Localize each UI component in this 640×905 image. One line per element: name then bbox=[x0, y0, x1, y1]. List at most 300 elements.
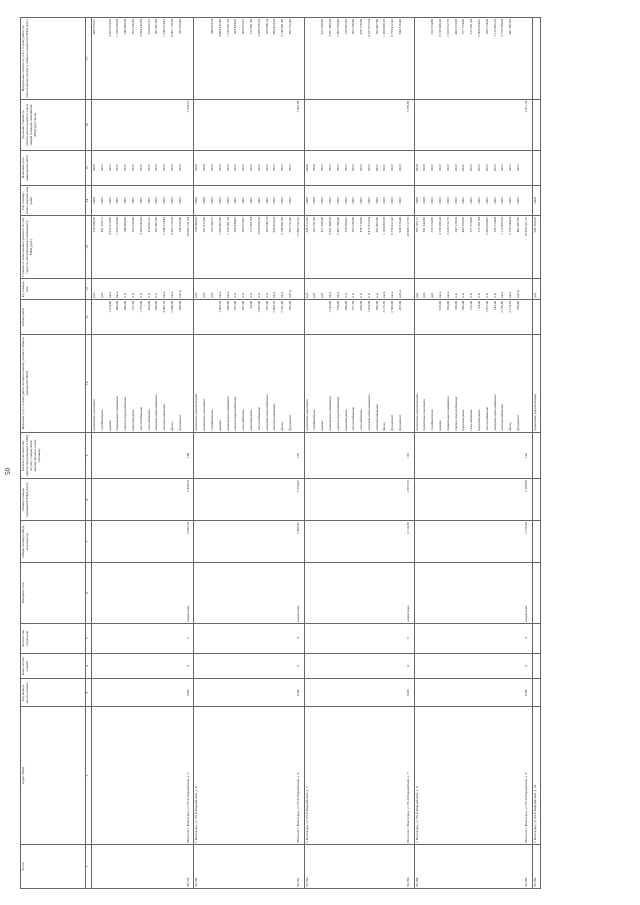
cell-wall bbox=[202, 563, 210, 624]
cell-year bbox=[131, 679, 139, 707]
cell-year bbox=[414, 679, 422, 707]
cell-entr bbox=[123, 623, 131, 653]
cell-area2 bbox=[265, 479, 273, 521]
table-row bbox=[446, 18, 454, 889]
cell-y1: 2020 bbox=[202, 185, 210, 215]
cell-no bbox=[139, 844, 147, 888]
cell-no bbox=[272, 844, 280, 888]
cell-cost: 383 673,81 bbox=[241, 216, 249, 279]
cell-resid bbox=[147, 432, 155, 479]
cell-resid bbox=[131, 432, 139, 479]
cell-max: 268 444,05 bbox=[233, 18, 241, 100]
cell-area bbox=[249, 521, 257, 563]
cell-area bbox=[218, 521, 226, 563]
cell-no bbox=[382, 844, 390, 888]
cell-entr bbox=[414, 623, 422, 653]
cell-year bbox=[312, 679, 320, 707]
cell-floors bbox=[438, 653, 446, 679]
cell-y1: 2022 bbox=[280, 185, 288, 215]
cell-y2: 2022 bbox=[375, 150, 383, 185]
cell-y2: 2022 bbox=[469, 150, 477, 185]
cell-unit: кв.м bbox=[390, 278, 398, 299]
cell-wall bbox=[154, 563, 162, 624]
cell-spec bbox=[390, 99, 398, 150]
cell-work: водоотведение bbox=[131, 334, 139, 432]
cell-y1: 2022 bbox=[162, 185, 170, 215]
cell-year bbox=[430, 679, 438, 707]
table-row bbox=[265, 18, 273, 889]
cell-area bbox=[382, 521, 390, 563]
cell-floors bbox=[344, 653, 352, 679]
cell-cost: 720 000,00 bbox=[194, 216, 202, 279]
cell-floors bbox=[446, 653, 454, 679]
cell-area2 bbox=[257, 479, 265, 521]
table-row bbox=[430, 18, 438, 889]
cell-wall bbox=[430, 563, 438, 624]
cell-wall: кирпичные bbox=[524, 563, 532, 624]
cell-floors bbox=[241, 653, 249, 679]
cell-area bbox=[241, 521, 249, 563]
cell-spec bbox=[131, 99, 139, 150]
cell-year bbox=[139, 679, 147, 707]
cell-entr bbox=[218, 623, 226, 653]
cell-area bbox=[390, 521, 398, 563]
cell-no bbox=[454, 844, 462, 888]
cell-addr bbox=[375, 707, 383, 844]
cell-year bbox=[170, 679, 178, 707]
cell-area bbox=[194, 521, 202, 563]
cell-wall bbox=[477, 563, 485, 624]
cell-floors bbox=[108, 653, 116, 679]
cell-max: 990 424,20 bbox=[272, 18, 280, 100]
cell-y2: 2022 bbox=[516, 150, 524, 185]
cell-year bbox=[210, 679, 218, 707]
cell-addr bbox=[154, 707, 162, 844]
cell-floors bbox=[272, 653, 280, 679]
cell-work: стройконтроль bbox=[430, 334, 438, 432]
cell-y2 bbox=[532, 150, 541, 185]
cell-max bbox=[524, 18, 532, 100]
cell-max: 392 467,80 bbox=[154, 18, 162, 100]
page-number: 50 bbox=[4, 468, 12, 475]
cell-no bbox=[485, 844, 493, 888]
cell-floors bbox=[516, 653, 524, 679]
table-row bbox=[100, 18, 108, 889]
cell-cost: 1 240 314,43 bbox=[162, 216, 170, 279]
cell-y2: 2020 bbox=[312, 150, 320, 185]
cell-cost: 295 181,00 bbox=[312, 216, 320, 279]
cell-addr bbox=[100, 707, 108, 844]
cell-work: электроснабжение bbox=[272, 334, 280, 432]
cell-y2: 2022 bbox=[100, 150, 108, 185]
cell-addr bbox=[516, 707, 524, 844]
cell-spec bbox=[382, 99, 390, 150]
cell-max: 401 087,09 bbox=[508, 18, 516, 100]
cell-unit: кв.м bbox=[500, 278, 508, 299]
cell-year bbox=[344, 679, 352, 707]
cell-addr: Итого по г. Волгоград, ул. 95-й Гвардейской, д. 6 bbox=[296, 707, 304, 844]
cell-wall: кирпичные bbox=[296, 563, 304, 624]
cell-work: горячее водоснабжение bbox=[454, 334, 462, 432]
table-row bbox=[469, 18, 477, 889]
cell-addr bbox=[257, 707, 265, 844]
cell-y1: 2022 bbox=[249, 185, 257, 215]
cell-wall bbox=[516, 563, 524, 624]
column-header: Объем работ bbox=[21, 299, 86, 334]
cell-work: теплоснабжение bbox=[139, 334, 147, 432]
cell-entr bbox=[131, 623, 139, 653]
cell-entr bbox=[461, 623, 469, 653]
cell-unit: п.м bbox=[147, 278, 155, 299]
cell-no bbox=[170, 844, 178, 888]
column-header: Плановая дата завершения работ bbox=[21, 150, 86, 185]
cell-resid bbox=[154, 432, 162, 479]
cell-resid bbox=[430, 432, 438, 479]
cell-addr: г. Волгоград, ул. 95-й Гвардейской, д. 10 bbox=[532, 707, 541, 844]
cell-work: электроснабжение bbox=[375, 334, 383, 432]
cell-area bbox=[344, 521, 352, 563]
table-row bbox=[351, 18, 359, 889]
cell-vol: 267,00 bbox=[398, 299, 406, 334]
cell-addr bbox=[123, 707, 131, 844]
cell-y2: 2022 bbox=[398, 150, 406, 185]
cell-y2: 2020 bbox=[304, 150, 312, 185]
cell-addr: г. Волгоград, ул. 95-й Гвардейской, д. 6 bbox=[194, 707, 202, 844]
cell-work: холодное водоснабжение bbox=[493, 334, 501, 432]
cell-cost: 212 391,84 bbox=[477, 216, 485, 279]
cell-resid: 102 bbox=[296, 432, 304, 479]
cell-year bbox=[154, 679, 162, 707]
cell-max bbox=[422, 18, 430, 100]
cell-entr: 4 bbox=[296, 623, 304, 653]
cell-addr bbox=[493, 707, 501, 844]
cell-no bbox=[162, 844, 170, 888]
cell-year bbox=[477, 679, 485, 707]
cell-no bbox=[202, 844, 210, 888]
cell-y2: 2022 bbox=[249, 150, 257, 185]
cell-resid bbox=[500, 432, 508, 479]
cell-no bbox=[123, 844, 131, 888]
cell-no bbox=[115, 844, 123, 888]
cell-y1: 2022 bbox=[430, 185, 438, 215]
cell-unit: руб. bbox=[414, 278, 422, 299]
cell-spec bbox=[108, 99, 116, 150]
cell-area2 bbox=[115, 479, 123, 521]
cell-resid bbox=[382, 432, 390, 479]
cell-year bbox=[422, 679, 430, 707]
cell-area2 bbox=[154, 479, 162, 521]
cell-year bbox=[390, 679, 398, 707]
cell-floors bbox=[422, 653, 430, 679]
cell-resid bbox=[493, 432, 501, 479]
cell-area2: 2 828,29 bbox=[186, 479, 194, 521]
cell-cost: 268 444,05 bbox=[233, 216, 241, 279]
cell-vol: 145,00 bbox=[493, 299, 501, 334]
cell-resid bbox=[178, 432, 186, 479]
document-sheet bbox=[20, 17, 620, 889]
column-number: 2 bbox=[86, 707, 92, 844]
cell-work bbox=[406, 334, 414, 432]
cell-work: газоснабжение bbox=[147, 334, 155, 432]
cell-year: 1945 bbox=[406, 679, 414, 707]
cell-area: 2 469,32 bbox=[296, 521, 304, 563]
cell-resid bbox=[170, 432, 178, 479]
cell-wall bbox=[382, 563, 390, 624]
cell-y1: 2022 bbox=[131, 185, 139, 215]
cell-area bbox=[438, 521, 446, 563]
cell-area2 bbox=[288, 479, 296, 521]
cell-y1: 2020 bbox=[92, 185, 100, 215]
table-row bbox=[375, 18, 383, 889]
cell-max: 1 520 539,08 bbox=[115, 18, 123, 100]
cell-year bbox=[108, 679, 116, 707]
cell-year bbox=[202, 679, 210, 707]
cell-unit: руб. bbox=[194, 278, 202, 299]
cell-floors bbox=[359, 653, 367, 679]
cell-area bbox=[147, 521, 155, 563]
cell-work: холодное водоснабжение bbox=[265, 334, 273, 432]
column-number: 3 bbox=[86, 679, 92, 707]
cell-floors bbox=[430, 653, 438, 679]
cell-entr bbox=[532, 623, 541, 653]
cell-area2 bbox=[461, 479, 469, 521]
cell-spec bbox=[359, 99, 367, 150]
cell-addr: Итого по г. Волгоград, ул. 95-й Гвардейской, д. 8 bbox=[524, 707, 532, 844]
cell-y2: 2022 bbox=[170, 150, 178, 185]
cell-floors bbox=[414, 653, 422, 679]
cell-max bbox=[304, 18, 312, 100]
cell-cost: 1 465 708,40 bbox=[336, 216, 344, 279]
cell-spec bbox=[257, 99, 265, 150]
cell-entr bbox=[241, 623, 249, 653]
cell-work: фасад bbox=[382, 334, 390, 432]
cell-entr bbox=[375, 623, 383, 653]
cell-floors bbox=[147, 653, 155, 679]
cell-resid bbox=[461, 432, 469, 479]
cell-floors: 4 bbox=[186, 653, 194, 679]
cell-entr bbox=[178, 623, 186, 653]
cell-no bbox=[398, 844, 406, 888]
cell-max: 265 239,80 bbox=[351, 18, 359, 100]
cell-vol: 317,50 bbox=[351, 299, 359, 334]
cell-vol: 913,00 bbox=[438, 299, 446, 334]
cell-entr bbox=[139, 623, 147, 653]
cell-addr bbox=[272, 707, 280, 844]
column-header: Год ввода в эксплу-атацию bbox=[21, 679, 86, 707]
cell-y1: 2022 bbox=[115, 185, 123, 215]
cell-no bbox=[367, 844, 375, 888]
cell-entr bbox=[422, 623, 430, 653]
cell-y2: 2020 bbox=[194, 150, 202, 185]
cell-year: 1946 bbox=[524, 679, 532, 707]
cell-vol bbox=[210, 299, 218, 334]
cell-year bbox=[226, 679, 234, 707]
column-header: Материал стен bbox=[21, 563, 86, 624]
cell-no bbox=[233, 844, 241, 888]
column-header: Ед. измере-ния bbox=[21, 278, 86, 299]
cell-cost: 316 695,95 bbox=[344, 216, 352, 279]
cell-area bbox=[469, 521, 477, 563]
cell-work: подвальные помещения bbox=[328, 334, 336, 432]
cell-floors bbox=[328, 653, 336, 679]
cell-y2: 2022 bbox=[162, 150, 170, 185]
cell-addr bbox=[351, 707, 359, 844]
cell-area bbox=[516, 521, 524, 563]
cell-max: 1 159 561,20 bbox=[226, 18, 234, 100]
cell-entr bbox=[210, 623, 218, 653]
table-row bbox=[249, 18, 257, 889]
cell-cost: 1 159 561,20 bbox=[226, 216, 234, 279]
cell-y1: 2022 bbox=[367, 185, 375, 215]
cell-year bbox=[218, 679, 226, 707]
cell-entr: 5 bbox=[186, 623, 194, 653]
cell-cost: 476 716,08 bbox=[359, 216, 367, 279]
column-number: 13 bbox=[86, 216, 92, 279]
cell-entr bbox=[272, 623, 280, 653]
cell-wall bbox=[454, 563, 462, 624]
cell-work: проектные изыскания bbox=[304, 334, 312, 432]
table-row bbox=[406, 18, 414, 889]
cell-unit bbox=[186, 278, 194, 299]
cell-wall bbox=[194, 563, 202, 624]
cell-addr bbox=[108, 707, 116, 844]
cell-work: холодное водоснабжение bbox=[154, 334, 162, 432]
table-row bbox=[186, 18, 194, 889]
table-row bbox=[382, 18, 390, 889]
cell-year bbox=[280, 679, 288, 707]
cell-y2: 2022 bbox=[280, 150, 288, 185]
cell-addr bbox=[147, 707, 155, 844]
cell-floors bbox=[508, 653, 516, 679]
cell-entr bbox=[438, 623, 446, 653]
cell-y1: 2022 bbox=[398, 185, 406, 215]
table-row bbox=[154, 18, 162, 889]
column-number: 17 bbox=[86, 18, 92, 100]
cell-spec bbox=[367, 99, 375, 150]
cell-floors bbox=[218, 653, 226, 679]
cell-unit: п.м bbox=[359, 278, 367, 299]
cell-floors bbox=[398, 653, 406, 679]
cell-resid bbox=[100, 432, 108, 479]
cell-max: 5 779 548,04 bbox=[500, 18, 508, 100]
cell-no bbox=[461, 844, 469, 888]
cell-addr: г. Волгоград, ул. 95-й Гвардейской, д. 8 bbox=[414, 707, 422, 844]
cell-y1: 2022 bbox=[477, 185, 485, 215]
cell-year bbox=[249, 679, 257, 707]
cell-spec bbox=[485, 99, 493, 150]
cell-area2 bbox=[485, 479, 493, 521]
cell-max: 2 964 654,92 bbox=[477, 18, 485, 100]
cell-resid bbox=[438, 432, 446, 479]
cell-area bbox=[154, 521, 162, 563]
cell-resid bbox=[202, 432, 210, 479]
cell-floors bbox=[485, 653, 493, 679]
cell-wall: кирпичные bbox=[186, 563, 194, 624]
cell-no bbox=[312, 844, 320, 888]
cell-unit: куб.м bbox=[516, 278, 524, 299]
table-row bbox=[477, 18, 485, 889]
cell-spec bbox=[265, 99, 273, 150]
cell-unit: кв.м bbox=[226, 278, 234, 299]
table-row bbox=[162, 18, 170, 889]
cell-vol bbox=[430, 299, 438, 334]
cell-wall bbox=[328, 563, 336, 624]
cell-vol: 2 505,00 bbox=[390, 299, 398, 334]
cell-year bbox=[367, 679, 375, 707]
cell-wall bbox=[233, 563, 241, 624]
column-number: 10 bbox=[86, 334, 92, 432]
cell-cost: 3 078 676,20 bbox=[257, 216, 265, 279]
cell-y1: 2022 bbox=[178, 185, 186, 215]
cell-cost: 17 802 352,32 bbox=[296, 216, 304, 279]
cell-floors bbox=[477, 653, 485, 679]
cell-unit bbox=[524, 278, 532, 299]
cell-max: 299 514,00 bbox=[485, 18, 493, 100]
cell-y1: 2022 bbox=[516, 185, 524, 215]
cell-y2: 2022 bbox=[508, 150, 516, 185]
cell-unit: п.м bbox=[154, 278, 162, 299]
cell-addr bbox=[218, 707, 226, 844]
cell-spec bbox=[272, 99, 280, 150]
cell-vol: 390,00 bbox=[154, 299, 162, 334]
cell-unit: руб. bbox=[202, 278, 210, 299]
cell-spec bbox=[100, 99, 108, 150]
cell-cost: 392 467,80 bbox=[154, 216, 162, 279]
cell-vol: 1 818,00 bbox=[367, 299, 375, 334]
cell-vol: 3 082,10 bbox=[162, 299, 170, 334]
cell-floors bbox=[280, 653, 288, 679]
cell-addr bbox=[139, 707, 147, 844]
cell-max: 316 695,95 bbox=[344, 18, 352, 100]
cell-y2: 2022 bbox=[493, 150, 501, 185]
cell-resid bbox=[414, 432, 422, 479]
cell-wall bbox=[532, 563, 541, 624]
cell-no bbox=[147, 844, 155, 888]
cell-max: 203 646,14 bbox=[265, 18, 273, 100]
cell-wall bbox=[461, 563, 469, 624]
cell-wall bbox=[367, 563, 375, 624]
cell-year bbox=[304, 679, 312, 707]
cell-floors: 4 bbox=[296, 653, 304, 679]
cell-spec bbox=[446, 99, 454, 150]
cell-area2: 2 250,02 bbox=[296, 479, 304, 521]
table-row bbox=[500, 18, 508, 889]
cell-entr bbox=[304, 623, 312, 653]
cell-floors bbox=[249, 653, 257, 679]
cell-area2 bbox=[272, 479, 280, 521]
table-row bbox=[398, 18, 406, 889]
cell-y1 bbox=[524, 185, 532, 215]
cell-area bbox=[288, 521, 296, 563]
column-number: 4 bbox=[86, 653, 92, 679]
cell-year bbox=[115, 679, 123, 707]
cell-max: 1 018 312,75 bbox=[446, 18, 454, 100]
cell-unit: кв.м bbox=[280, 278, 288, 299]
cell-area2 bbox=[131, 479, 139, 521]
cell-wall bbox=[390, 563, 398, 624]
cell-vol bbox=[202, 299, 210, 334]
cell-work: теплоснабжение bbox=[485, 334, 493, 432]
cell-wall bbox=[265, 563, 273, 624]
cell-y1: 2022 bbox=[218, 185, 226, 215]
cell-wall bbox=[241, 563, 249, 624]
cell-no bbox=[241, 844, 249, 888]
cell-floors bbox=[202, 653, 210, 679]
cell-y1: 2022 bbox=[257, 185, 265, 215]
cell-max: 1 465 708,40 bbox=[336, 18, 344, 100]
cell-cost: 392 467,80 bbox=[375, 216, 383, 279]
cell-addr bbox=[367, 707, 375, 844]
